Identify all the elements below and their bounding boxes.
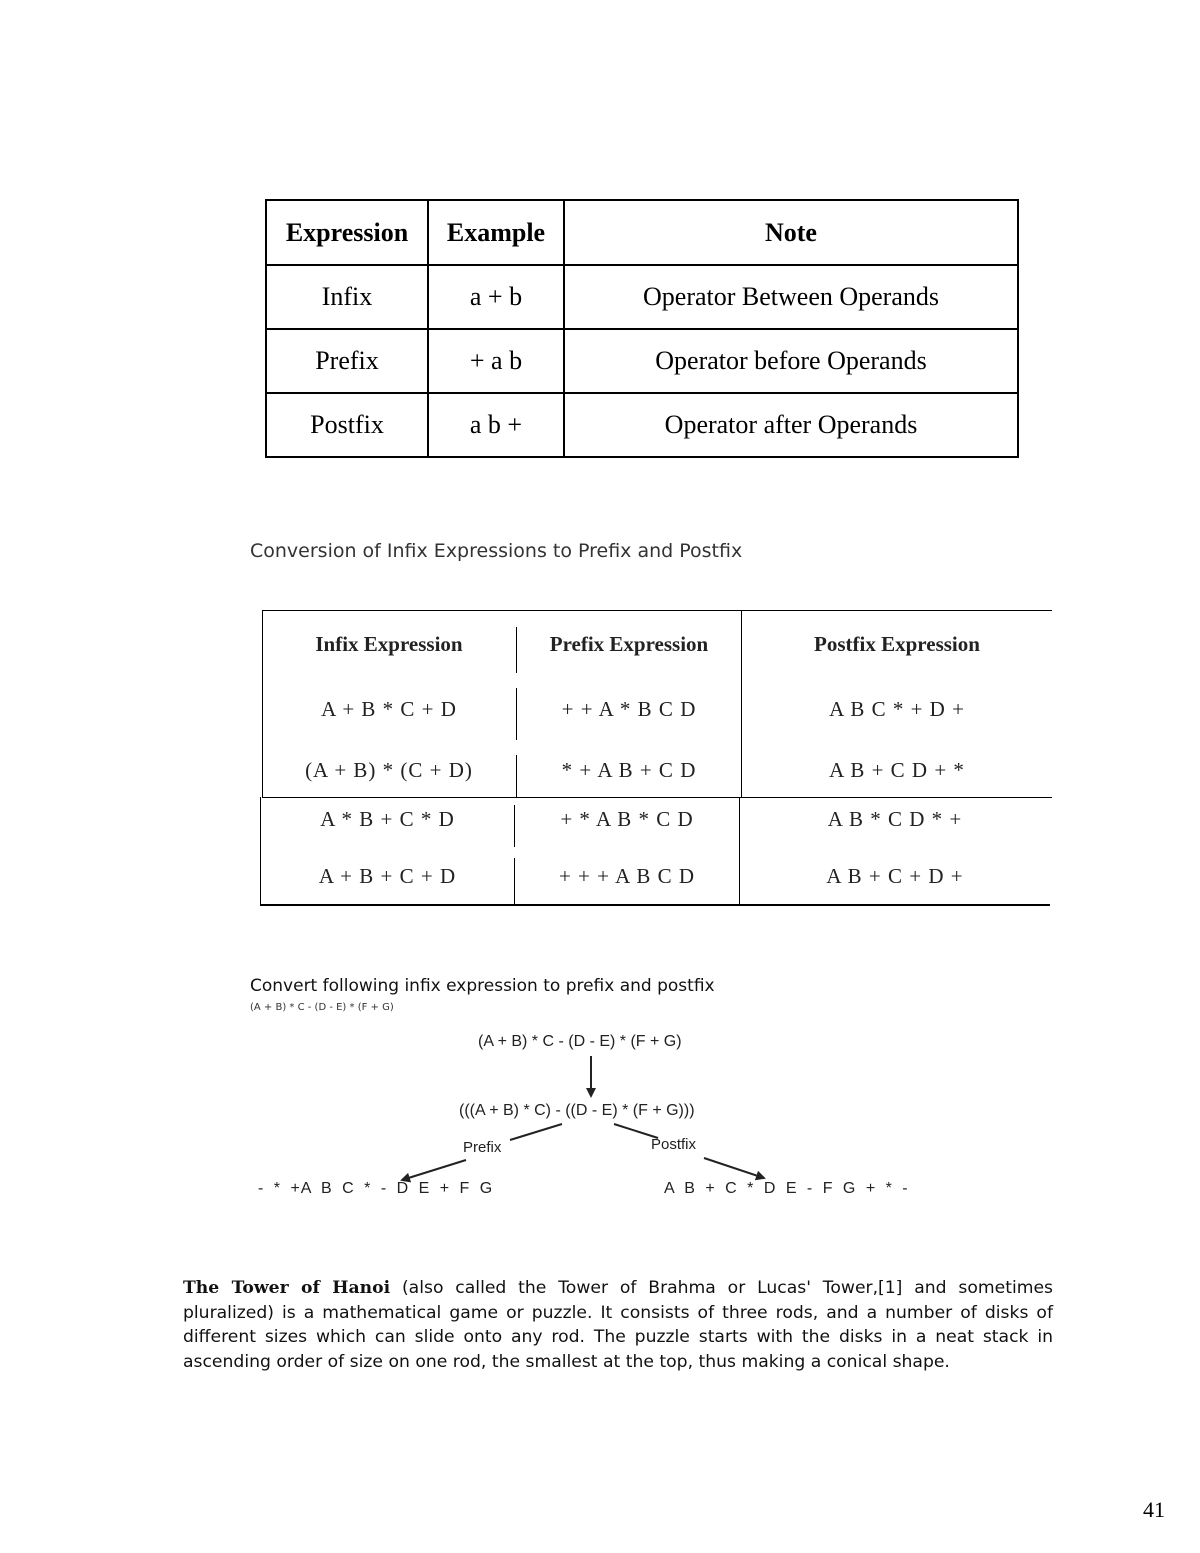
conversion-title: Conversion of Infix Expressions to Prefix and Postfix: [250, 540, 743, 562]
table-cell: A + B * C + D: [321, 697, 457, 721]
table-cell: A B + C + D +: [826, 864, 964, 888]
column-header-note: Note: [564, 200, 1018, 265]
table-cell: Operator before Operands: [564, 329, 1018, 393]
tower-of-hanoi-paragraph: [183, 1276, 1053, 1374]
paragraph-bold-lead: The Tower of Hanoi: [183, 1278, 391, 1298]
table-cell: + a b: [428, 329, 564, 393]
diagram-subheading: (A + B) * C - (D - E) * (F + G): [250, 1002, 394, 1013]
postfix-arrow: [704, 1158, 764, 1178]
table-cell: + * A B * C D: [560, 807, 694, 831]
table-cell: A + B + C + D: [318, 864, 457, 888]
table-cell: Postfix: [266, 393, 428, 457]
table-cell: * + A B + C D: [561, 758, 697, 782]
diagram-heading: Convert following infix expression to prefix and postfix: [250, 976, 715, 996]
column-header-postfix: Postfix Expression: [814, 632, 980, 656]
prefix-connector: [510, 1124, 562, 1140]
table-cell: (A + B) * (C + D): [305, 758, 473, 782]
column-header-infix: Infix Expression: [315, 632, 463, 656]
paragraph-text: (also called the Tower of Brahma or Lucas' Tower,[1] and sometimes pluralized) is a mathematical game or puzzle. It consists of three rods, and a number of disks of different sizes which can slide onto any rod. The puzzle starts with the disks in a neat stack in ascending order of size on one rod, the smallest at the top, thus making a conical shape.: [183, 1278, 1053, 1372]
table-cell: + + A * B C D: [561, 697, 697, 721]
prefix-result: - * +A B C * - D E + F G: [258, 1180, 494, 1197]
prefix-label: Prefix: [463, 1139, 502, 1156]
table-cell: a b +: [428, 393, 564, 457]
postfix-result: A B + C * D E - F G + * -: [664, 1180, 909, 1197]
table-cell: A B + C D + *: [829, 758, 965, 782]
table-cell: A * B + C * D: [320, 807, 455, 831]
column-header-example: Example: [428, 200, 564, 265]
table-cell: a + b: [428, 265, 564, 329]
page-number: 41: [1143, 1497, 1165, 1522]
postfix-label: Postfix: [651, 1136, 697, 1153]
table-cell: A B * C D * +: [827, 807, 963, 831]
table-cell: Operator after Operands: [564, 393, 1018, 457]
diagram-expression: (A + B) * C - (D - E) * (F + G): [478, 1033, 682, 1050]
column-header-expression: Expression: [266, 200, 428, 265]
table-cell: A B C * + D +: [829, 697, 965, 721]
prefix-arrow: [402, 1160, 466, 1180]
table-cell: Operator Between Operands: [564, 265, 1018, 329]
diagram-parenthesized: (((A + B) * C) - ((D - E) * (F + G))): [459, 1102, 695, 1119]
table-cell: Infix: [266, 265, 428, 329]
table-cell: Prefix: [266, 329, 428, 393]
table-cell: + + + A B C D: [558, 864, 696, 888]
column-header-prefix: Prefix Expression: [549, 632, 709, 656]
